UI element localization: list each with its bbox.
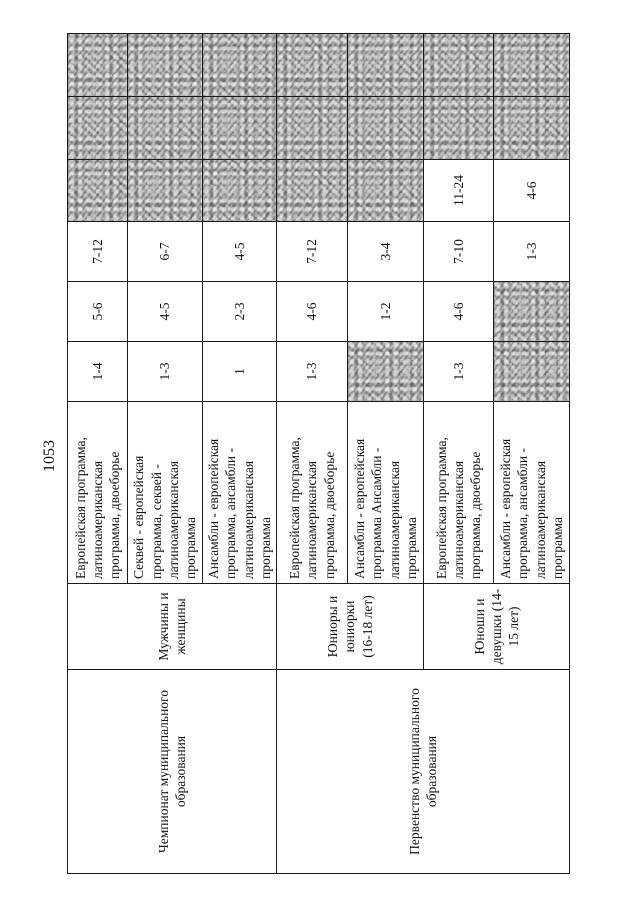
shaded-empty-cell	[277, 34, 348, 97]
place-range-cell: 11-24	[424, 160, 494, 222]
place-range-cell: 1-3	[494, 222, 570, 282]
place-range-cell: 4-6	[424, 282, 494, 342]
table-row	[68, 34, 128, 874]
place-range-cell: 4-5	[203, 222, 277, 282]
age-category-cell: Мужчины и женщины	[68, 584, 277, 670]
program-cell: Европейская программа, латиноамериканская программа, двоеборье	[424, 402, 494, 584]
place-range-cell: 1-2	[348, 282, 424, 342]
shaded-empty-cell	[68, 160, 128, 222]
place-range-cell: 2-3	[203, 282, 277, 342]
sports-category-table	[67, 33, 570, 874]
table-row	[277, 34, 348, 874]
shaded-empty-cell	[277, 97, 348, 160]
place-range-cell: 7-12	[68, 222, 128, 282]
shaded-empty-cell	[128, 160, 203, 222]
program-cell: Европейская программа, латиноамериканская программа, двоеборье	[277, 402, 348, 584]
program-cell: Секвей - европейская программа, секвей - латиноамериканская программа	[128, 402, 203, 584]
shaded-empty-cell	[348, 160, 424, 222]
shaded-empty-cell	[348, 97, 424, 160]
shaded-empty-cell	[203, 160, 277, 222]
place-range-cell: 1	[203, 342, 277, 402]
program-cell: Ансамбли - европейская программа, ансамбли - латиноамериканская программа	[494, 402, 570, 584]
shaded-empty-cell	[494, 34, 570, 97]
shaded-empty-cell	[494, 97, 570, 160]
place-range-cell: 3-4	[348, 222, 424, 282]
shaded-empty-cell	[68, 97, 128, 160]
program-cell: Ансамбли - европейская программа, ансамбли - латиноамериканская программа	[203, 402, 277, 584]
place-range-cell: 1-3	[424, 342, 494, 402]
shaded-empty-cell	[424, 34, 494, 97]
place-range-cell: 7-12	[277, 222, 348, 282]
shaded-empty-cell	[68, 34, 128, 97]
place-range-cell: 5-6	[68, 282, 128, 342]
age-category-cell: Юниоры и юниорки (16-18 лет)	[277, 584, 424, 670]
shaded-empty-cell	[203, 34, 277, 97]
page-number	[36, 436, 64, 476]
place-range-cell: 1-3	[128, 342, 203, 402]
shaded-empty-cell	[128, 97, 203, 160]
place-range-cell: 1-3	[277, 342, 348, 402]
program-cell: Ансамбли - европейская программа Ансамбли - латиноамериканская программа	[348, 402, 424, 584]
program-cell: Европейская программа, латиноамериканская программа, двоеборье	[68, 402, 128, 584]
age-category-cell: Юноши и девушки (14-15 лет)	[424, 584, 570, 670]
shaded-empty-cell	[424, 97, 494, 160]
shaded-empty-cell	[203, 97, 277, 160]
event-name-cell: Чемпионат муниципального образования	[68, 670, 277, 874]
place-range-cell: 4-5	[128, 282, 203, 342]
place-range-cell: 6-7	[128, 222, 203, 282]
place-range-cell: 7-10	[424, 222, 494, 282]
page-number-text: 1053	[41, 440, 58, 472]
shaded-empty-cell	[277, 160, 348, 222]
place-range-cell: 4-6	[494, 160, 570, 222]
shaded-empty-cell	[494, 282, 570, 342]
place-range-cell: 1-4	[68, 342, 128, 402]
shaded-empty-cell	[348, 34, 424, 97]
shaded-empty-cell	[494, 342, 570, 402]
rotated-table-container	[67, 34, 569, 874]
shaded-empty-cell	[348, 342, 424, 402]
table-body	[68, 34, 570, 874]
place-range-cell: 4-6	[277, 282, 348, 342]
event-name-cell: Первенство муниципального образования	[277, 670, 570, 874]
shaded-empty-cell	[128, 34, 203, 97]
